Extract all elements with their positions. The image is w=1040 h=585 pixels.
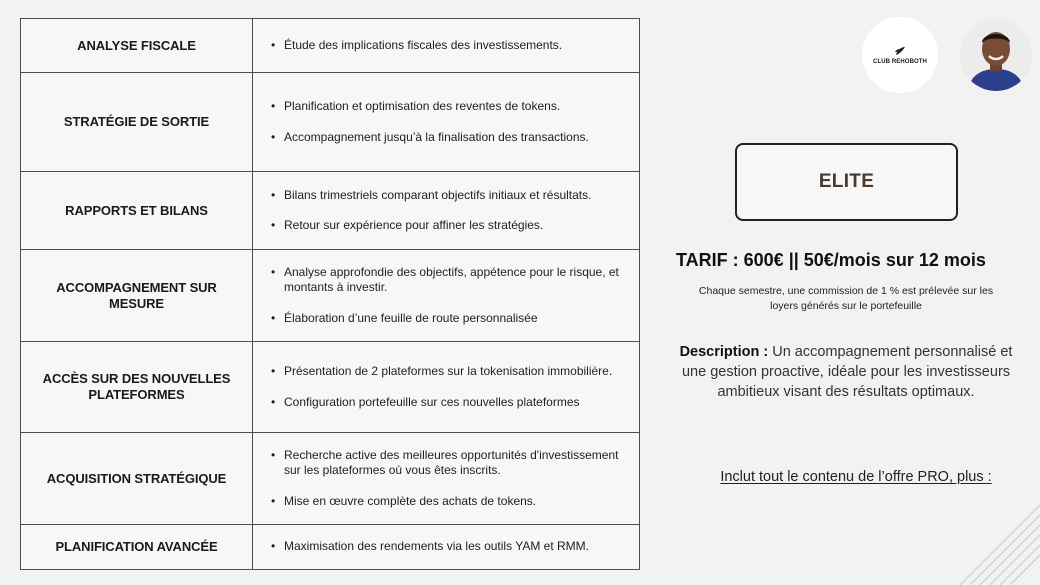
list-item: • Planification et optimisation des reventes de tokens. [271,99,623,115]
list-item: • Retour sur expérience pour affiner les stratégies. [271,218,623,234]
detail-list [271,188,623,234]
service-name: RAPPORTS ET BILANS [21,172,253,250]
table-row [21,433,640,525]
service-details [253,19,640,73]
service-details [253,250,640,342]
list-item: • Mise en œuvre complète des achats de tokens. [271,494,623,510]
list-item: • Analyse approfondie des objectifs, appétence pour le risque, et montants à investir. [271,265,623,296]
service-name: STRATÉGIE DE SORTIE [21,73,253,172]
list-item: • Accompagnement jusqu’à la finalisation des transactions. [271,130,623,146]
table-row [21,342,640,433]
detail-list [271,99,623,145]
service-details [253,73,640,172]
logo-text: CLUB REHOBOTH [873,58,927,65]
description-text: Un accompagnement personnalisé et une gestion proactive, idéale pour les investisseurs ambitieux visant des résultats optimaux. [681,344,1013,400]
tier-box [735,143,958,221]
detail-list [271,265,623,327]
list-item: • Recherche active des meilleures opportunités d'investissement sur les plateformes où vous êtes inscrits. [271,448,623,479]
table-row [21,172,640,250]
list-item: • Maximisation des rendements via les outils YAM et RMM. [271,539,623,555]
table-row [21,525,640,570]
detail-list [271,364,623,410]
service-name: ACQUISITION STRATÉGIQUE [21,433,253,525]
services-table [20,18,640,570]
table-row [21,250,640,342]
club-logo [862,17,938,93]
services-table-body [21,19,640,570]
avatar [960,19,1032,91]
includes-text: Inclut tout le contenu de l’offre PRO, plus : [720,469,992,485]
list-item: • Configuration portefeuille sur ces nouvelles plateformes [271,395,623,411]
service-details [253,525,640,570]
price-text: TARIF : 600€ || 50€/mois sur 12 mois [676,250,986,270]
service-name: ACCÈS SUR DES NOUVELLES PLATEFORMES [21,342,253,433]
service-name: ACCOMPAGNEMENT SUR MESURE [21,250,253,342]
list-item: • Bilans trimestriels comparant objectifs initiaux et résultats. [271,188,623,204]
service-details [253,172,640,250]
description [676,342,1016,402]
detail-list [271,539,623,555]
table-row [21,73,640,172]
leaf-icon [894,46,906,56]
tier-label: ELITE [818,171,875,192]
table-row [21,19,640,73]
detail-list [271,448,623,510]
list-item: • Étude des implications fiscales des investissements. [271,38,623,54]
service-details [253,433,640,525]
detail-list [271,38,623,54]
commission-text: Chaque semestre, une commission de 1 % est prélevée sur les loyers générés sur le portefeuille [698,285,994,312]
list-item: • Élaboration d’une feuille de route personnalisée [271,311,623,327]
service-details [253,342,640,433]
description-label: Description : [679,344,769,360]
service-name: ANALYSE FISCALE [21,19,253,73]
service-name: PLANIFICATION AVANCÉE [21,525,253,570]
decorative-lines [960,500,1040,585]
person-photo [960,19,1032,91]
list-item: • Présentation de 2 plateformes sur la tokenisation immobilière. [271,364,623,380]
